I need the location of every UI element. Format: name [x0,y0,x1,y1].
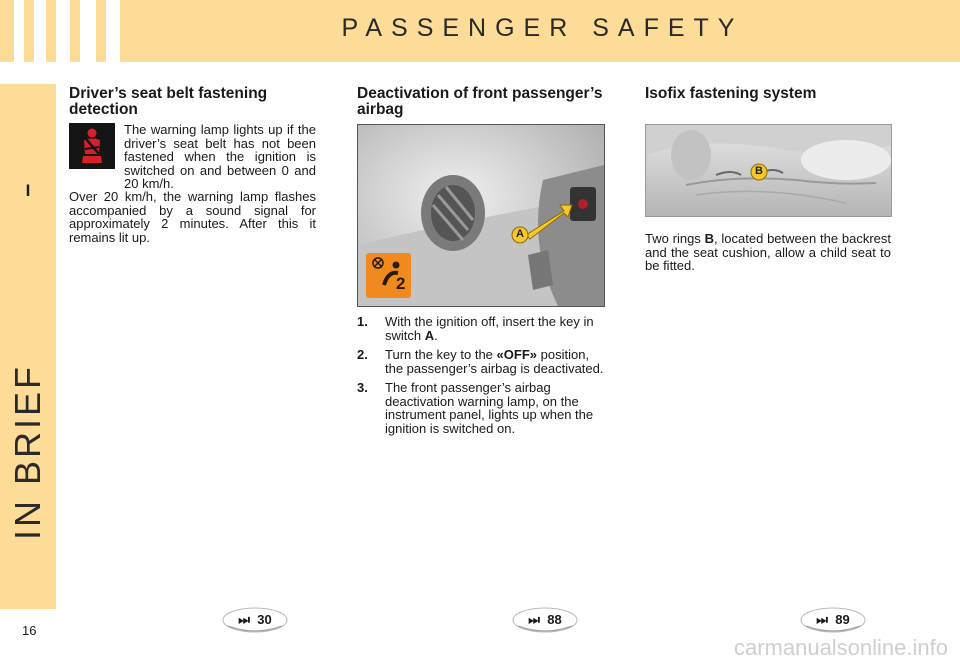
seat-belt-text-1: The warning lamp lights up if the driver’s seat belt has not been fastened when the ignition is switched on and between 0 and 20 km/h. [124,122,316,191]
header-band [0,0,960,62]
airbag-switch-photo [357,124,605,307]
seat-belt-text-2: Over 20 km/h, the warning lamp flashes accompanied by a sound signal for approximately 2 minutes. After this it remains lit up. [69,189,316,245]
chapter-number: I [25,181,31,200]
section-label: IN BRIEF [7,363,48,540]
header-stripes [0,0,125,62]
seat-belt-heading: Driver’s seat belt fastening detection [69,85,268,118]
fast-forward-icon: ⏭ [816,612,828,627]
page-ref-88[interactable]: ⏭ 88 [512,606,578,634]
stripe [80,0,96,62]
stripe [106,0,120,62]
step-2: 2. Turn the key to the «OFF» position, the passenger’s airbag is deactivated. [357,347,604,376]
airbag-heading: Deactivation of front passenger’s airbag [357,85,603,118]
step-3: 3. The front passenger’s airbag deactivation warning lamp, on the instrument panel, lights up when the ignition is switched on. [357,380,594,436]
stripe [56,0,70,62]
stripe [14,0,24,62]
page-number: 16 [22,623,37,638]
stripe [34,0,46,62]
airbag-steps [357,315,607,441]
fast-forward-icon: ⏭ [238,612,250,627]
fast-forward-icon: ⏭ [528,612,540,627]
watermark: carmanualsonline.info [733,635,948,660]
isofix-photo [645,124,892,217]
photo-label-b: B [755,165,763,177]
photo-label-a: A [516,228,524,240]
isofix-text: Two rings B, located between the backrest and the seat cushion, allow a child seat to be fitted. [645,231,891,273]
seat-belt-warning-icon [69,123,115,169]
step-1: 1. With the ignition off, insert the key in switch A. [357,314,594,343]
chapter-sidebar [0,84,56,609]
isofix-heading: Isofix fastening system [645,85,817,102]
airbag-icon-number: 2 [396,274,406,293]
page-ref-30[interactable]: ⏭ 30 [222,606,288,634]
page-ref-89[interactable]: ⏭ 89 [800,606,866,634]
page-title: PASSENGER SAFETY [341,14,744,42]
